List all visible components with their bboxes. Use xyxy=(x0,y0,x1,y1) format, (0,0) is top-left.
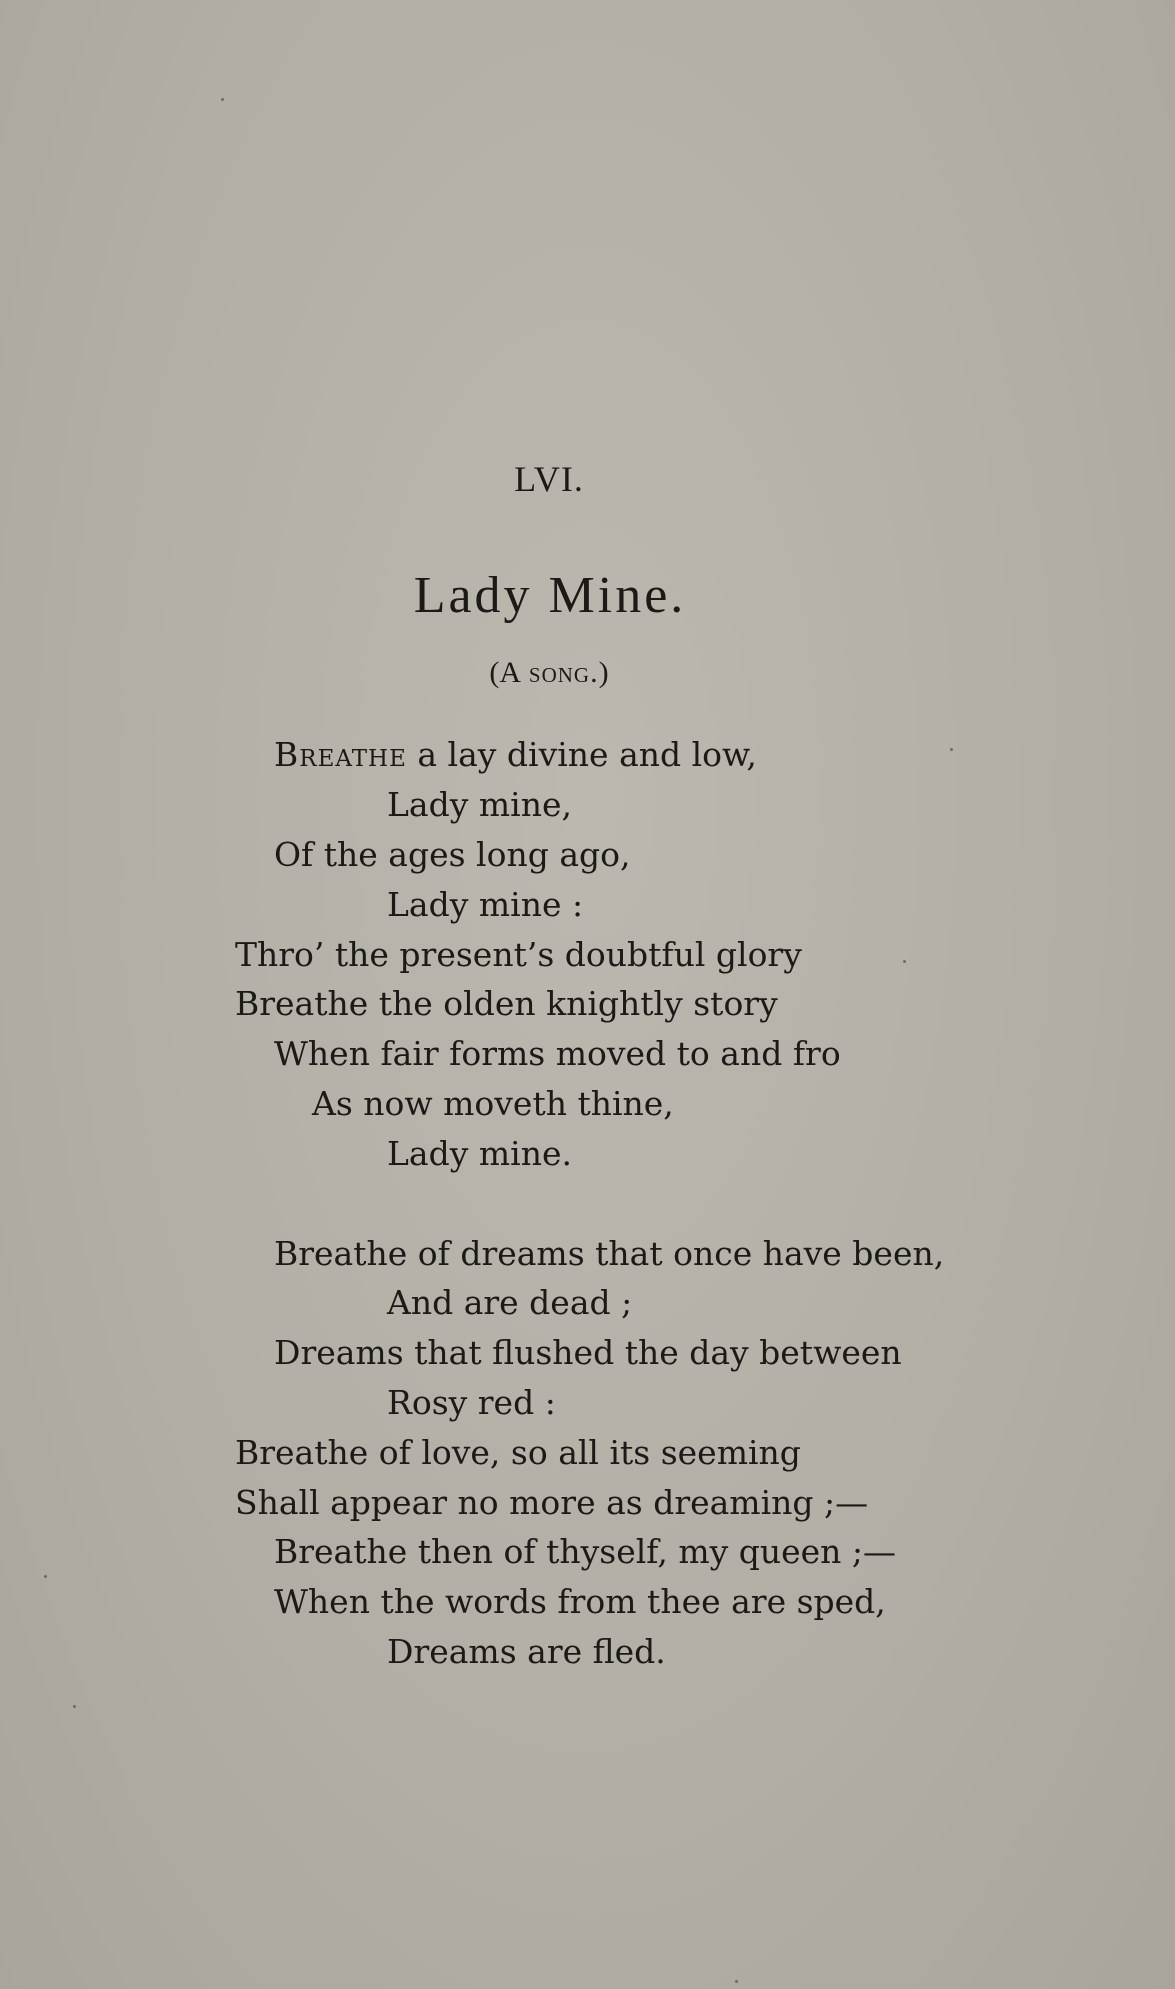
section-number: LVI. xyxy=(514,459,584,499)
subtitle-text: A song. xyxy=(499,656,599,689)
poem-line: Dreams that flushed the day between xyxy=(274,1333,902,1372)
poem-line: When fair forms moved to and fro xyxy=(274,1034,841,1073)
paper-speck xyxy=(735,1980,738,1983)
paper-speck xyxy=(903,960,906,963)
poem-line: Lady mine : xyxy=(387,885,584,924)
poem-line: Shall appear no more as dreaming ;— xyxy=(235,1483,869,1522)
poem-line: Thro’ the present’s doubtful glory xyxy=(235,935,802,974)
poem-title: Lady Mine. xyxy=(413,567,687,624)
paper-speck xyxy=(950,748,953,751)
poem-line-text: a lay divine and low, xyxy=(406,735,757,774)
poem-line: Lady mine, xyxy=(387,785,572,824)
poem-line: When the words from thee are sped, xyxy=(274,1582,886,1621)
poem-line: Breathe the olden knightly story xyxy=(235,984,778,1023)
poem-line: Breathe then of thyself, my queen ;— xyxy=(274,1532,897,1571)
paper-speck xyxy=(221,98,224,101)
poem-line: And are dead ; xyxy=(387,1283,633,1322)
poem-line: Breathe of dreams that once have been, xyxy=(274,1234,945,1273)
poem-line: As now moveth thine, xyxy=(312,1084,674,1123)
poem-line: Of the ages long ago, xyxy=(274,835,631,874)
poem-line xyxy=(274,735,757,774)
poem-line-lead: Breathe xyxy=(274,735,407,774)
paper-speck xyxy=(44,1575,47,1578)
poem-line: Lady mine. xyxy=(387,1134,572,1173)
poem-subtitle xyxy=(0,656,1098,690)
poem-line: Breathe of love, so all its seeming xyxy=(235,1433,801,1472)
subtitle-open-paren: ( xyxy=(489,656,500,689)
subtitle-close-paren: ) xyxy=(598,656,609,689)
poem-line: Rosy red : xyxy=(387,1383,556,1422)
poem-line: Dreams are fled. xyxy=(387,1632,666,1671)
paper-speck xyxy=(73,1705,76,1708)
